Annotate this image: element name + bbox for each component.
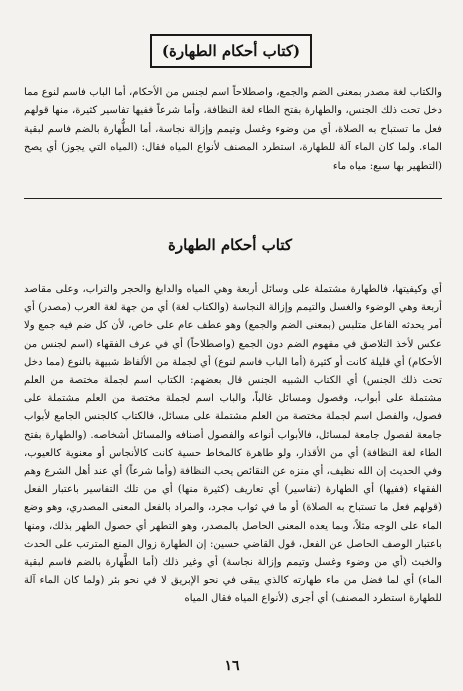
- sharh-text-block: [24, 281, 442, 609]
- matn-paragraph: والكتاب لغة مصدر بمعنى الضم والجمع، واصطلاحاً اسم لجنس من الأحكام، أما الباب فاسم لنوع مما دخل تحت ذلك الجنس، والطهارة بفتح الطاء لغة النظافة، وأما شرعاً ففيها تفاسير كثيرة، منها قولهم فعل ما تستباح به الصلاة، أي من وضوء وغسل وتيمم وإزالة نجاسة، أما الطُّهارة بالضم فاسم لبقية الماء. ولما كان الماء آلة للطهارة، استطرد المصنف لأنواع المياه فقال: (المياه التي يجوز) أي يصح (التطهير بها سبع: مياه ماء: [24, 87, 442, 172]
- sharh-paragraph: أي وكيفيتها، فالطهارة مشتملة على وسائل أربعة وهي المياه والدابغ والحجر والتراب، وعلى مقاصد أربعة وهي الوضوء والغسل والتيمم وإزالة النجاسة (والكتاب لغة) أي من جهة لغة العرب (مصدر) أي أمر يحدثه الفاعل متلبس (بمعنى الضم والجمع) وهو عطف عام على خاص، لأن كل ضم فيه جمع ولا عكس لأخذ التلاصق في مفهوم الضم دون الجمع (واصطلاحاً) أي في عرف الفقهاء (اسم لجنس من الأحكام) أي قليلة كانت أو كثيرة (أما الباب فاسم لنوع) أي لجملة من الألفاظ شبيهة بالنوع (مما دخل تحت ذلك الجنس) أي الكتاب الشبيه الجنس قال بعضهم: الكتاب اسم لجملة مختصة من العلم مشتملة على أبواب، وفصول ومسائل غالباً، والباب اسم لجملة مختصة من العلم مشتملة على فصول، والفصل اسم لجملة مختصة من العلم مشتملة على مسائل، فالكتاب كالجنس الجامع لأبواب جامعة لفصول جامعة لمسائل، فالأبواب أنواعه والفصول أصنافه والمسائل أشخاصه. (والطهارة بفتح الطاء لغة النظافة) أي من الأقذار، ولو طاهرة كالمخاط حسية كانت كالأنجاس أو معنوية كالعيوب، وفي الحديث إن الله نظيف، أي منزه عن النقائص يحب النظافة (وأما شرعاً) أي عند أهل الشرع وهم الفقهاء (ففيها) أي الطهارة (تفاسير) أي تعاريف (كثيرة منها) أي من تلك التفاسير باعتبار الفعل (قولهم فعل ما تستباح به الصلاة) أو ما في ثواب مجرد، والمراد بالفعل المعنى المصدري، وهو وضع الماء على الوجه مثلاً، وبما يعده المعنى الحاصل بالمصدر، وهو التطهر أي حصول الطهر بذلك، ومنها باعتبار الوصف الحاصل عن الفعل، قول القاضي حسين: إن الطهارة زوال المنع المترتب على الحدث والخبث (أي من وضوء وغسل وتيمم وإزالة نجاسة) أي وغير ذلك (أما الطَّهارة بالضم فاسم لبقية الماء) أي لما فضل من ماء طهارته كالذي يبقى في نحو الإبريق لا في نحو بئر (ولما كان الماء آلة للطهارة استطرد المصنف) أي أجرى (لأنواع المياه فقال المياه: [24, 284, 442, 605]
- page-number: ١٦: [224, 658, 240, 674]
- chapter-title-box: [150, 34, 312, 68]
- chapter-title: (كتاب أحكام الطهارة): [161, 42, 301, 60]
- matn-text-block: [24, 84, 442, 176]
- section-divider: [24, 198, 442, 199]
- section-heading: كتاب أحكام الطهارة: [167, 236, 292, 254]
